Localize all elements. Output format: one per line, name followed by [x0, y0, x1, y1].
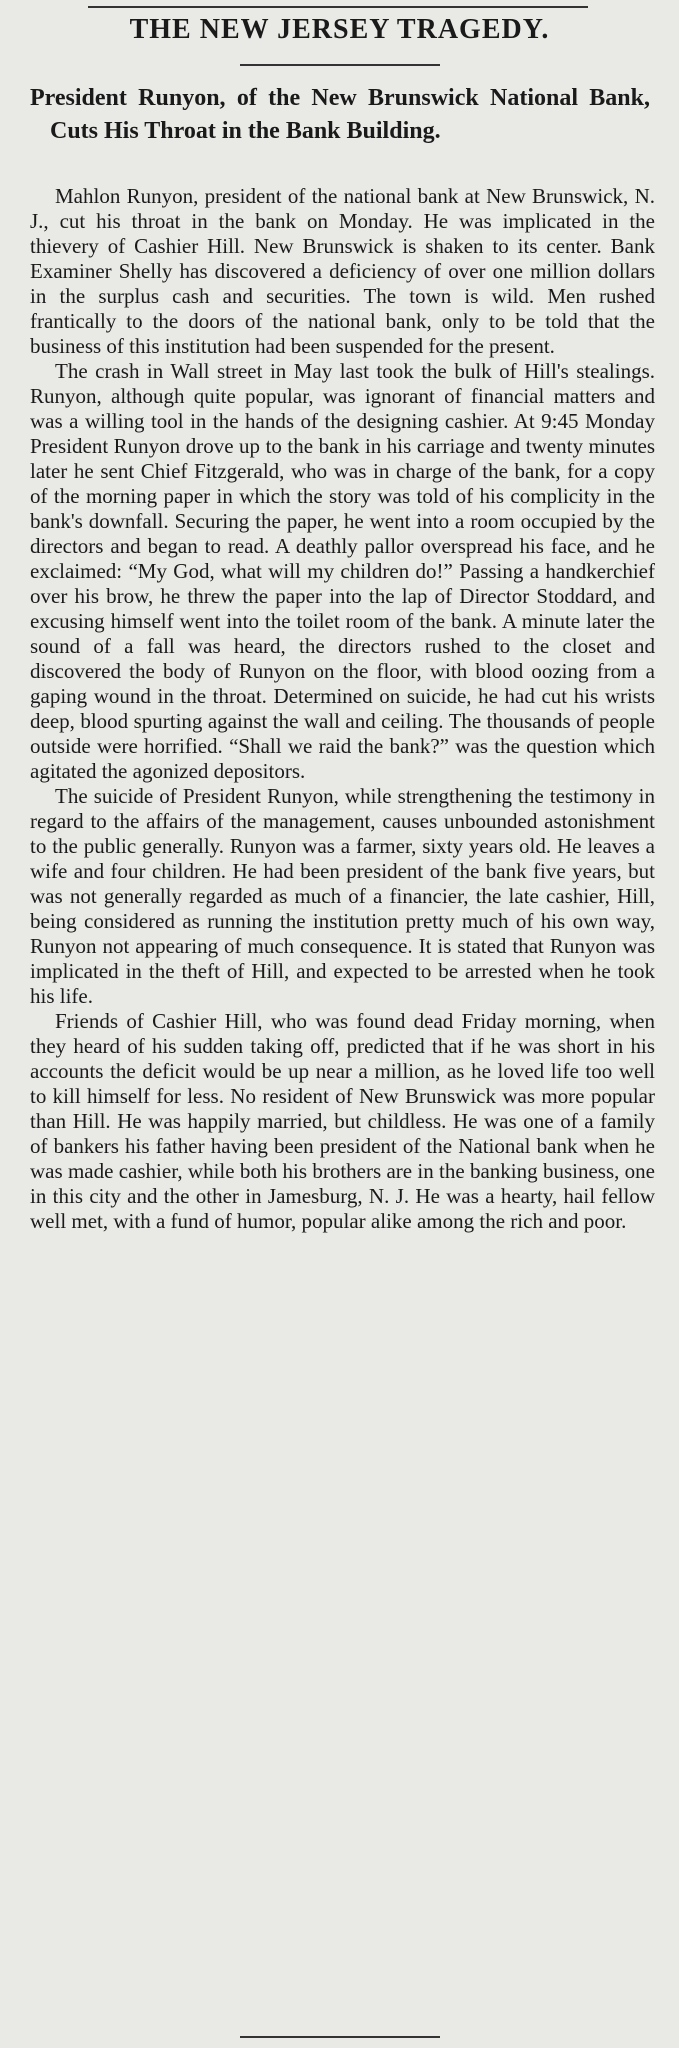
- headline-rule: [240, 64, 440, 66]
- headline: THE NEW JERSEY TRAGEDY.: [129, 14, 550, 45]
- top-rule: [88, 0, 588, 8]
- paragraph-3: The suicide of President Runyon, while strengthening the testimony in regard to the affairs of the management, causes unbounded astonishment to the public generally. Runyon was a farmer, sixty years old. He leaves a wife and four children. He had been president of the bank five years, but was not generally regarded as much of a financier, the late cashier, Hill, being considered as running the institution pretty much of his own way, Runyon not appearing of much consequence. It is stated that Runyon was implicated in the theft of Hill, and expected to be arrested when he took his life.: [30, 784, 655, 1008]
- subheadline: President Runyon, of the New Brunswick National Bank, Cuts His Throat in the Bank Building.: [30, 85, 650, 144]
- paragraph-4: Friends of Cashier Hill, who was found dead Friday morning, when they heard of his sudden taking off, predicted that if he was short in his accounts the deficit would be up near a million, as he loved life too well to kill himself for less. No resident of New Brunswick was more popular than Hill. He was happily married, but childless. He was one of a family of bankers his father having been president of the National bank when he was made cashier, while both his brothers are in the banking business, one in this city and the other in Jamesburg, N. J. He was a hearty, hail fellow well met, with a fund of humor, popular alike among the rich and poor.: [30, 1009, 655, 1233]
- paragraph-2: The crash in Wall street in May last took the bulk of Hill's stealings. Runyon, although quite popular, was ignorant of financial matters and was a willing tool in the hands of the designing cashier. At 9:45 Monday President Runyon drove up to the bank in his carriage and twenty minutes later he sent Chief Fitzgerald, who was in charge of the bank, for a copy of the morning paper in which the story was told of his complicity in the bank's downfall. Securing the paper, he went into a room occupied by the directors and began to read. A deathly pallor overspread his face, and he exclaimed: “My God, what will my children do!” Passing a handkerchief over his brow, he threw the paper into the lap of Director Stoddard, and excusing himself went into the toilet room of the bank. A minute later the sound of a fall was heard, the directors rushed to the closet and discovered the body of Runyon on the floor, with blood oozing from a gaping wound in the throat. Determined on suicide, he had cut his wrists deep, blood spurting against the wall and ceiling. The thousands of people outside were horrified. “Shall we raid the bank?” was the question which agitated the agonized depositors.: [30, 359, 655, 783]
- paragraph-1: Mahlon Runyon, president of the national bank at New Brunswick, N. J., cut his throat in the bank on Monday. He was implicated in the thievery of Cashier Hill. New Brunswick is shaken to its center. Bank Examiner Shelly has discovered a deficiency of over one million dollars in the surplus cash and securities. The town is wild. Men rushed frantically to the doors of the national bank, only to be told that the business of this institution had been suspended for the present.: [30, 184, 655, 358]
- article-body: [30, 184, 655, 1234]
- bottom-rule: [240, 2036, 440, 2038]
